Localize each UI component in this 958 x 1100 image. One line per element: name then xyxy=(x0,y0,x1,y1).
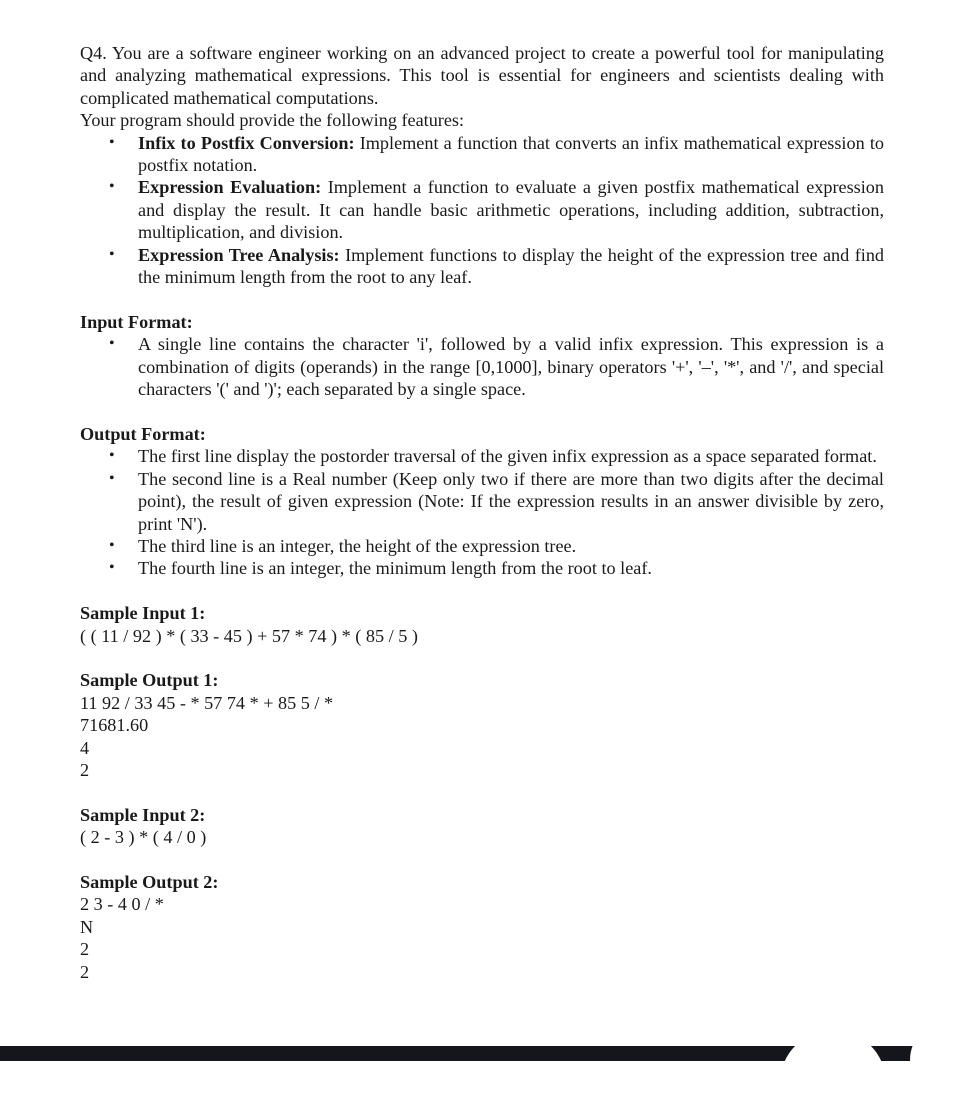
output-format-list xyxy=(80,445,884,579)
feature-text: Implement a function to evaluate a given postfix mathematical expression and display the result. It can handle basic arithmetic operations, including addition, subtraction, multiplication, and division. xyxy=(138,177,884,243)
sample-output-1-line: 11 92 / 33 45 - * 57 74 * + 85 5 / * xyxy=(80,692,334,713)
sample-output-2-line: N xyxy=(80,916,94,937)
sample-output-2-line: 2 xyxy=(80,961,90,982)
sample-input-2-heading: Sample Input 2: xyxy=(80,804,206,825)
output-format-item: • The third line is an integer, the height of the expression tree. xyxy=(138,535,884,557)
features-list xyxy=(80,132,884,289)
input-format-item: • A single line contains the character 'i', followed by a valid infix expression. This expression is a combination of digits (operands) in the range [0,1000], binary operators '+', '–', '*', and '/', and special characters '(' and ')'; each separated by a single space. xyxy=(138,333,884,400)
input-format-heading: Input Format: xyxy=(80,311,193,332)
bottom-bar-notch xyxy=(780,1030,886,1090)
output-format-heading: Output Format: xyxy=(80,423,206,444)
sample-output-1-line: 4 xyxy=(80,737,90,758)
feature-item xyxy=(138,176,884,243)
feature-title: Expression Evaluation: xyxy=(138,177,322,198)
feature-item xyxy=(138,132,884,177)
sample-output-1-line: 2 xyxy=(80,759,90,780)
sample-output-2-line: 2 3 - 4 0 / * xyxy=(80,894,164,915)
bottom-bar-corner xyxy=(910,1020,958,1100)
feature-title: Infix to Postfix Conversion: xyxy=(138,132,355,153)
features-lead: Your program should provide the following features: xyxy=(80,110,465,131)
sample-output-1-heading: Sample Output 1: xyxy=(80,670,219,691)
feature-text: Implement a function that converts an infix mathematical expression to postfix notation. xyxy=(138,132,884,176)
feature-item xyxy=(138,244,884,289)
input-format-list xyxy=(80,333,884,400)
document-page xyxy=(80,42,884,983)
sample-input-2-line: ( 2 - 3 ) * ( 4 / 0 ) xyxy=(80,827,207,848)
sample-output-1-line: 71681.60 xyxy=(80,715,149,736)
feature-title: Expression Tree Analysis: xyxy=(138,244,340,265)
feature-text: Implement functions to display the height of the expression tree and find the minimum length from the root to any leaf. xyxy=(138,244,885,288)
sample-output-2-line: 2 xyxy=(80,939,90,960)
output-format-item: • The first line display the postorder traversal of the given infix expression as a space separated format. xyxy=(138,445,884,467)
sample-input-1-heading: Sample Input 1: xyxy=(80,603,206,624)
question-intro: Q4. You are a software engineer working on an advanced project to create a powerful tool for manipulating and analyzing mathematical expressions. This tool is essential for engineers and scientists dealing with complicated mathematical computations. xyxy=(80,43,884,108)
sample-output-2-heading: Sample Output 2: xyxy=(80,871,219,892)
output-format-item: • The second line is a Real number (Keep only two if there are more than two digits after the decimal point), the result of given expression (Note: If the expression results in an answer divisible by zero, print 'N'). xyxy=(138,468,884,535)
sample-input-1-line: ( ( 11 / 92 ) * ( 33 - 45 ) + 57 * 74 ) * ( 85 / 5 ) xyxy=(80,625,418,646)
output-format-item: • The fourth line is an integer, the minimum length from the root to leaf. xyxy=(138,557,884,579)
